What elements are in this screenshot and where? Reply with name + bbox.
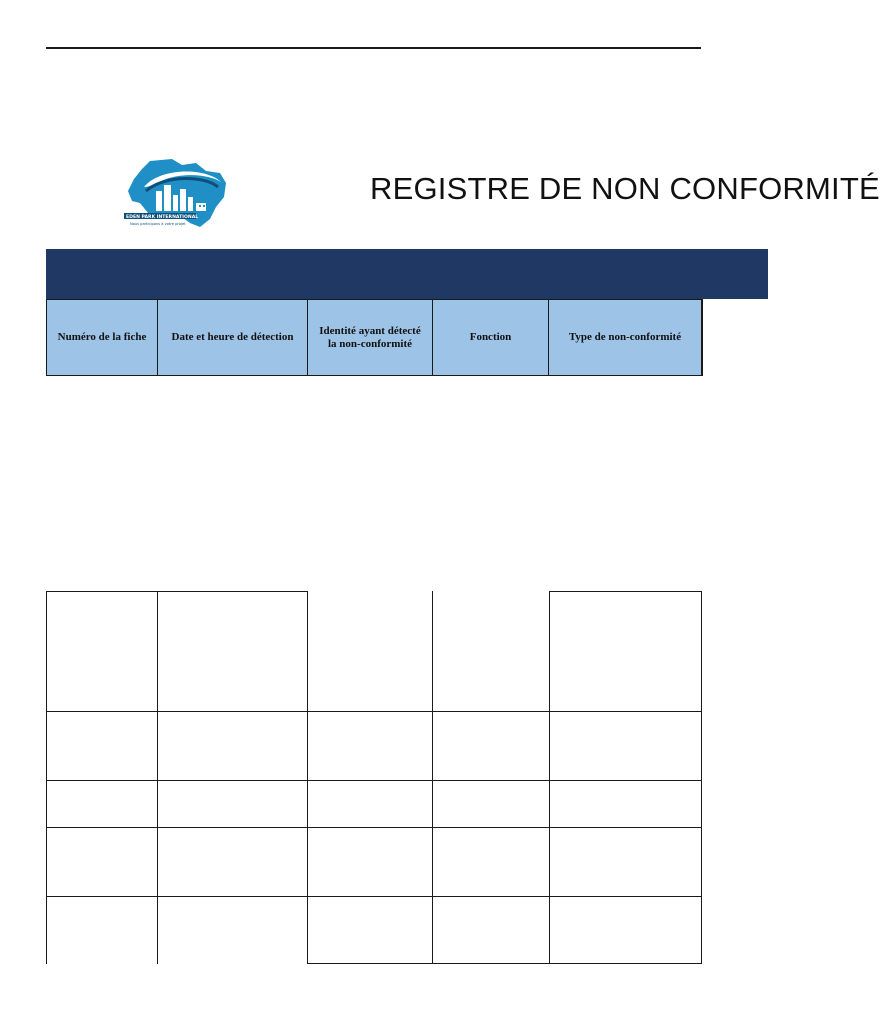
grid-line bbox=[46, 711, 702, 712]
grid-line bbox=[307, 963, 702, 964]
grid-line bbox=[46, 896, 702, 897]
table-header-row bbox=[46, 299, 703, 376]
column-header-identite: Identité ayant détecté la non-conformité bbox=[307, 299, 433, 376]
grid-line bbox=[46, 591, 47, 964]
column-header-date: Date et heure de détection bbox=[157, 299, 308, 376]
logo-brand-text: EDEN PARK INTERNATIONAL bbox=[126, 215, 199, 220]
logo-tagline: Nous participons à votre projet bbox=[130, 222, 186, 226]
document-title-container bbox=[370, 166, 880, 216]
grid-line bbox=[432, 591, 433, 964]
document-title: REGISTRE DE NON CONFORMITÉ bbox=[370, 171, 880, 206]
grid-line bbox=[46, 591, 157, 592]
grid-line bbox=[549, 591, 702, 592]
grid-line bbox=[307, 591, 308, 964]
grid-line bbox=[46, 827, 702, 828]
column-header-numero: Numéro de la fiche bbox=[46, 299, 158, 376]
company-logo bbox=[120, 157, 230, 229]
grid-line bbox=[701, 591, 702, 964]
grid-line bbox=[46, 780, 702, 781]
top-divider bbox=[46, 47, 701, 49]
grid-line bbox=[157, 591, 158, 964]
column-header-fonction: Fonction bbox=[432, 299, 549, 376]
header-band bbox=[46, 249, 768, 299]
africa-building-logo-icon bbox=[120, 157, 230, 229]
grid-line bbox=[157, 591, 307, 592]
grid-line bbox=[549, 591, 550, 964]
column-header-type: Type de non-conformité bbox=[548, 299, 703, 376]
